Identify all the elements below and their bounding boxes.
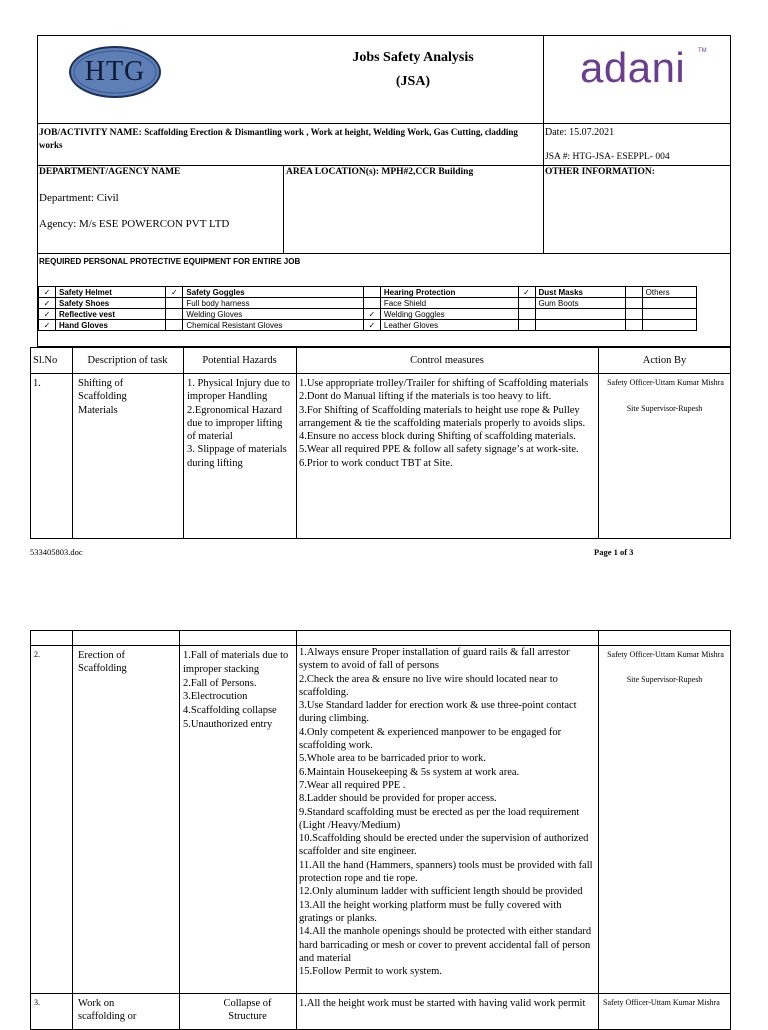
ppe-item bbox=[642, 309, 696, 320]
ppe-checkbox bbox=[166, 298, 183, 309]
row1-control: 4.Ensure no access block during Shifting of scaffolding materials. bbox=[299, 431, 576, 443]
row3-task: Work on scaffolding or bbox=[78, 998, 137, 1022]
ppe-item: Welding Goggles bbox=[380, 309, 518, 320]
document-title: Jobs Safety Analysis bbox=[352, 50, 474, 65]
job-activity-value: Scaffolding Erection & Dismantling work , Work at height, Welding Work, Gas Cutting, cladding works bbox=[39, 127, 518, 150]
ppe-item: Safety Goggles bbox=[183, 287, 363, 298]
row2-control: 10.Scaffolding should be erected under the supervision of authorized scaffolder and site engineer. bbox=[299, 833, 589, 858]
row3-action-officer: Safety Officer-Uttam Kumar Mishra bbox=[603, 998, 720, 1007]
ppe-item: Dust Masks bbox=[535, 287, 625, 298]
ppe-checkbox: ✓ bbox=[39, 287, 56, 298]
row1-task: Shifting of Scaffolding Materials bbox=[78, 378, 127, 416]
htg-logo-text: HTG bbox=[84, 56, 146, 87]
ppe-checkbox bbox=[166, 320, 183, 331]
ppe-checkbox bbox=[625, 298, 642, 309]
row2-control: 15.Follow Permit to work system. bbox=[299, 966, 442, 978]
row1-hazard: 3. Slippage of materials during lifting bbox=[187, 444, 287, 469]
header-description: Description of task bbox=[87, 355, 168, 366]
row2-control: 4.Only competent & experienced manpower to be engaged for scaffolding work. bbox=[299, 726, 562, 752]
ppe-checkbox bbox=[166, 309, 183, 320]
ppe-item bbox=[535, 309, 625, 320]
ppe-checkbox: ✓ bbox=[39, 298, 56, 309]
ppe-checkbox: ✓ bbox=[39, 320, 56, 331]
ppe-row bbox=[39, 309, 697, 320]
row1-action-officer: Safety Officer-Uttam Kumar Mishra bbox=[607, 378, 724, 387]
row3-controls: 1.All the height work must be started with having valid work permit bbox=[299, 998, 586, 1009]
ppe-item: Leather Gloves bbox=[380, 320, 518, 331]
ppe-checkbox bbox=[518, 320, 535, 331]
row2-action-supervisor: Site Supervisor-Rupesh bbox=[626, 675, 703, 684]
ppe-item: Full body harness bbox=[183, 298, 363, 309]
ppe-checkbox: ✓ bbox=[363, 320, 380, 331]
ppe-item: Chemical Resistant Gloves bbox=[183, 320, 363, 331]
row1-control: 6.Prior to work conduct TBT at Site. bbox=[299, 457, 453, 469]
row1-controls bbox=[299, 377, 597, 470]
row2-hazard: 3.Electrocution bbox=[183, 691, 248, 703]
row2-number: 2. bbox=[34, 650, 40, 659]
jsa-number: JSA #: HTG-JSA- ESEPPL- 004 bbox=[545, 152, 670, 162]
ppe-item: Hand Gloves bbox=[56, 320, 166, 331]
job-activity bbox=[39, 126, 539, 152]
row2-control: 6.Maintain Housekeeping & 5s system at work area. bbox=[299, 766, 520, 778]
ppe-checkbox bbox=[363, 287, 380, 298]
row2-hazard: 5.Unauthorized entry bbox=[183, 718, 273, 730]
page-number: Page 1 of 3 bbox=[594, 547, 634, 557]
agency-name: Agency: M/s ESE POWERCON PVT LTD bbox=[39, 218, 230, 230]
ppe-checkbox bbox=[625, 320, 642, 331]
document-subtitle: (JSA) bbox=[395, 74, 431, 89]
row1-hazard: 2.Egronomical Hazard due to improper lifting of material bbox=[187, 404, 283, 443]
adani-logo: adani bbox=[580, 44, 686, 91]
ppe-item bbox=[642, 298, 696, 309]
row3-hazards: Collapse of Structure bbox=[223, 998, 272, 1022]
ppe-item: Gum Boots bbox=[535, 298, 625, 309]
ppe-item: Hearing Protection bbox=[380, 287, 518, 298]
row2-control: 14.All the manhole openings should be protected with either standard hard barricading or mesh or cover to prevent accidental fall of person and material bbox=[299, 926, 592, 964]
ppe-item: Safety Helmet bbox=[56, 287, 166, 298]
header-slno: Sl.No bbox=[33, 355, 58, 366]
row2-action-officer: Safety Officer-Uttam Kumar Mishra bbox=[607, 650, 724, 659]
row2-hazard: 2.Fall of Persons. bbox=[183, 677, 257, 689]
other-information: OTHER INFORMATION: bbox=[545, 167, 655, 177]
jsa-date: Date: 15.07.2021 bbox=[545, 127, 615, 138]
ppe-checkbox bbox=[625, 309, 642, 320]
row2-task: Erection of Scaffolding bbox=[78, 650, 127, 674]
row2-control: 3.Use Standard ladder for erection work & use three-point contact during climbing. bbox=[299, 700, 577, 725]
row1-control: 3.For Shifting of Scaffolding materials to height use rope & Pulley arrangement & tie the scaffolding materials properly to avoids slips. bbox=[299, 404, 586, 429]
ppe-table bbox=[38, 286, 697, 331]
row1-control: 5.Wear all required PPE & follow all safety signage’s at work-site. bbox=[299, 444, 579, 456]
row2-control: 5.Whole area to be barricaded prior to work. bbox=[299, 753, 486, 765]
header-controls: Control measures bbox=[410, 355, 484, 366]
row1-hazards bbox=[187, 377, 293, 470]
row2-controls bbox=[299, 646, 597, 978]
ppe-item: Welding Gloves bbox=[183, 309, 363, 320]
ppe-title: REQUIRED PERSONAL PROTECTIVE EQUIPMENT FOR ENTIRE JOB bbox=[39, 257, 301, 266]
row2-control: 9.Standard scaffolding must be erected as per the load requirement (Light /Heavy/Medium) bbox=[299, 806, 580, 831]
header-action: Action By bbox=[642, 355, 687, 366]
row1-control: 1.Use appropriate trolley/Trailer for shifting of Scaffolding materials bbox=[299, 378, 589, 389]
ppe-item: Others bbox=[642, 287, 696, 298]
row2-hazard: 4.Scaffolding collapse bbox=[183, 705, 277, 717]
ppe-row bbox=[39, 298, 697, 309]
ppe-item: Safety Shoes bbox=[56, 298, 166, 309]
trademark-mark: TM bbox=[698, 48, 707, 54]
row1-number: 1. bbox=[33, 378, 41, 389]
row2-control: 12.Only aluminum ladder with sufficient length should be provided bbox=[299, 886, 583, 898]
row1-control: 2.Dont do Manual lifting if the materials is too heavy to lift. bbox=[299, 391, 552, 403]
area-location: AREA LOCATION(s): MPH#2,CCR Building bbox=[286, 167, 474, 177]
ppe-item bbox=[535, 320, 625, 331]
ppe-row bbox=[39, 287, 697, 298]
row1-action-supervisor: Site Supervisor-Rupesh bbox=[626, 404, 703, 413]
row2-control: 2.Check the area & ensure no live wire should located near to scaffolding. bbox=[299, 673, 558, 698]
department-name: Department: Civil bbox=[39, 192, 119, 204]
row1-hazard: 1. Physical Injury due to improper Handling bbox=[187, 378, 290, 403]
ppe-item: Reflective vest bbox=[56, 309, 166, 320]
row2-control: 1.Always ensure Proper installation of guard rails & fall arrestor system to avoid of fall of persons bbox=[299, 647, 570, 672]
row2-control: 13.All the height working platform must be fully covered with gratings or planks. bbox=[299, 899, 562, 924]
ppe-checkbox bbox=[518, 309, 535, 320]
row2-hazards bbox=[183, 649, 295, 732]
ppe-checkbox: ✓ bbox=[363, 309, 380, 320]
ppe-checkbox bbox=[518, 298, 535, 309]
ppe-item bbox=[642, 320, 696, 331]
row2-control: 8.Ladder should be provided for proper access. bbox=[299, 793, 497, 805]
ppe-row bbox=[39, 320, 697, 331]
file-name: 533405803.doc bbox=[30, 547, 83, 557]
job-activity-label: JOB/ACTIVITY NAME: bbox=[39, 128, 142, 138]
ppe-checkbox bbox=[363, 298, 380, 309]
ppe-checkbox: ✓ bbox=[166, 287, 183, 298]
header-hazards: Potential Hazards bbox=[202, 355, 277, 366]
htg-logo bbox=[69, 46, 161, 98]
row2-control: 7.Wear all required PPE . bbox=[299, 779, 406, 791]
row3-number: 3. bbox=[34, 998, 40, 1007]
row2-hazard: 1.Fall of materials due to improper stacking bbox=[183, 650, 289, 675]
department-header: DEPARTMENT/AGENCY NAME bbox=[39, 167, 181, 177]
ppe-checkbox bbox=[625, 287, 642, 298]
ppe-checkbox: ✓ bbox=[39, 309, 56, 320]
row2-control: 11.All the hand (Hammers, spanners) tools must be provided with fall protection rope and tie rope. bbox=[299, 859, 593, 885]
ppe-item: Face Shield bbox=[380, 298, 518, 309]
ppe-checkbox: ✓ bbox=[518, 287, 535, 298]
